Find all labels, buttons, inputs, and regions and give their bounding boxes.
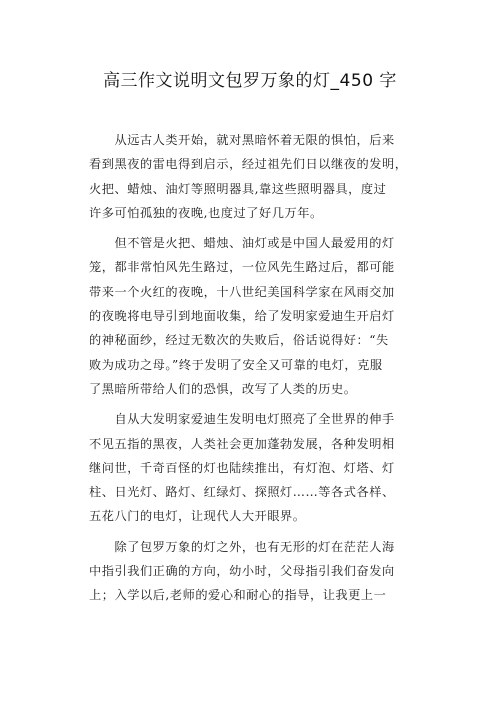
text-line: 看到黑夜的雷电得到启示，经过祖先们日以继夜的发明， [89,157,408,172]
document-title: 高三作文说明文包罗万象的灯_450 字 [103,71,397,91]
text-line: 中指引我们正确的方向，幼小时，父母指引我们奋发向 [89,564,395,579]
text-line: 带来一个火红的夜晚，十八世纪美国科学家在风雨交加 [89,284,395,299]
text-line: 笼，都非常怕风先生路过，一位风先生路过后，都可能 [89,260,395,275]
text-line: 上；入学以后,老师的爱心和耐心的指导，让我更上一 [89,588,387,603]
text-line: 火把、蜡烛、油灯等照明器具,靠这些照明器具，度过 [89,181,387,196]
text-line: 败为成功之母。”终于发明了安全又可靠的电灯，克服 [89,357,383,372]
paragraph-4 [89,535,419,608]
paragraph-3 [89,407,419,528]
text-line: 五花八门的电灯，让现代人大开眼界。 [89,509,306,524]
text-line: 自从大发明家爱迪生发明电灯照亮了全世界的伸手 [89,412,395,427]
text-line: 继问世，千奇百怪的灯也陆续推出，有灯泡、灯塔、灯 [89,460,395,475]
text-line: 除了包罗万象的灯之外，也有无形的灯在茫茫人海 [89,539,395,554]
paragraph-1 [89,128,419,225]
text-line: 许多可怕孤独的夜晚,也度过了好几万年。 [89,205,323,220]
text-line: 不见五指的黑夜，人类社会更加蓬勃发展，各种发明相 [89,436,395,451]
text-line: 了黑暗所带给人们的恐惧，改写了人类的历史。 [89,381,357,396]
text-line: 的夜晚将电导引到地面收集，给了发明家爱迪生开启灯 [89,309,395,324]
text-line: 但不管是火把、蜡烛、油灯或是中国人最爱用的灯 [89,236,395,251]
text-line: 的神秘面纱，经过无数次的失败后，俗话说得好：“失 [89,333,389,348]
paragraph-2 [89,231,419,401]
text-line: 柱、日光灯、路灯、红绿灯、探照灯……等各式各样、 [89,485,395,500]
document-body [89,128,419,614]
text-line: 从远古人类开始，就对黑暗怀着无限的惧怕，后来 [89,133,395,147]
